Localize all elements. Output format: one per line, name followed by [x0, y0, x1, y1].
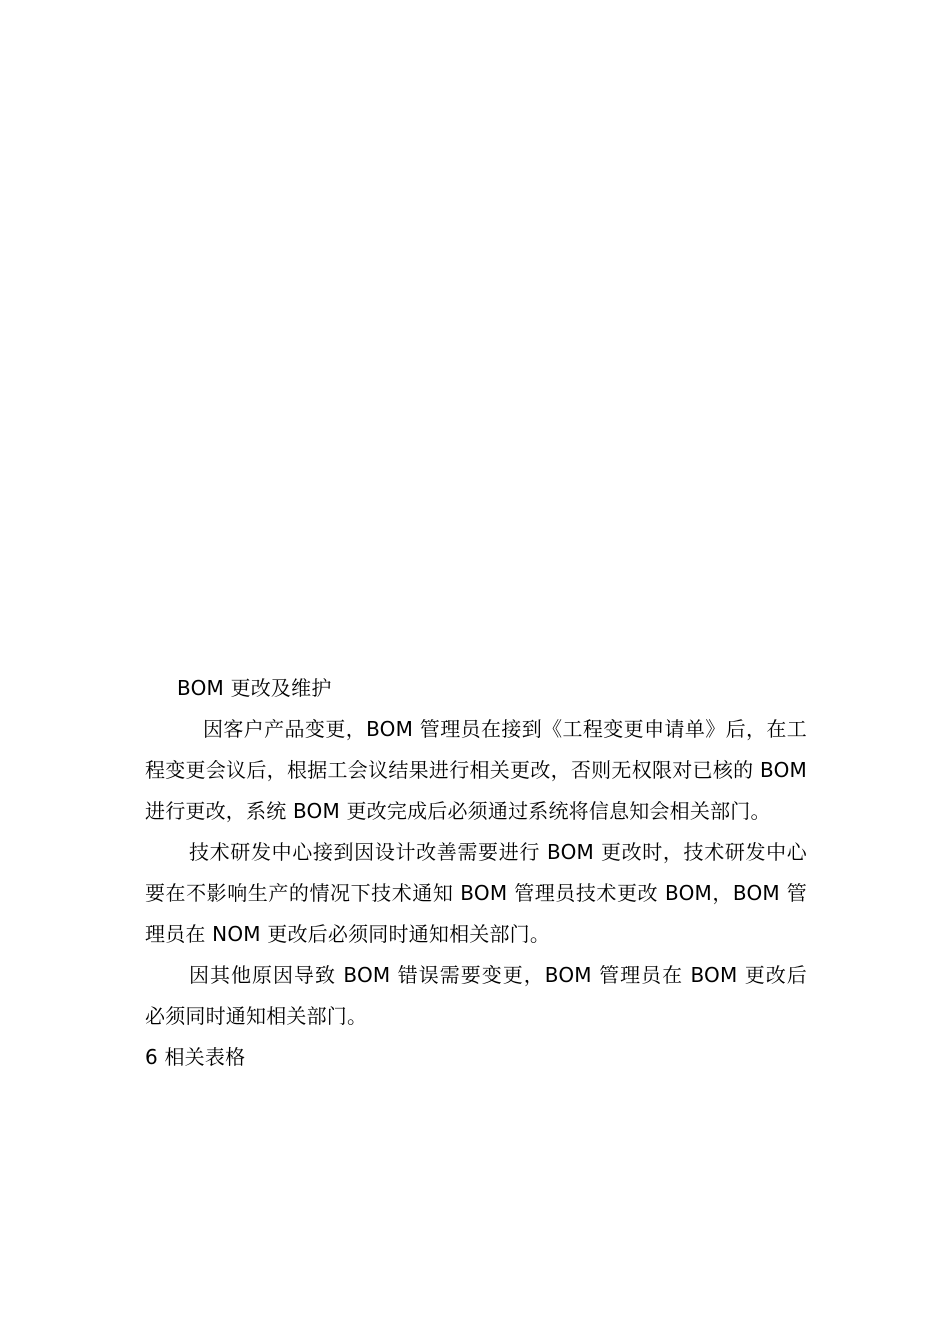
paragraph-bom-change-other: 因其他原因导致 BOM 错误需要变更，BOM 管理员在 BOM 更改后必须同时通知相关部门。	[145, 963, 807, 1028]
section-heading-related-forms: 6 相关表格	[145, 1045, 246, 1069]
document-body	[145, 668, 807, 1078]
paragraph-bom-change-customer: 因客户产品变更，BOM 管理员在接到《工程变更申请单》后，在工程变更会议后，根据工会议结果进行相关更改，否则无权限对已核的 BOM 进行更改，系统 BOM 更改完成后必须通过系统将信息知会相关部门。	[145, 717, 807, 823]
paragraph-bom-change-rnd: 技术研发中心接到因设计改善需要进行 BOM 更改时，技术研发中心要在不影响生产的情况下技术通知 BOM 管理员技术更改 BOM，BOM 管理员在 NOM 更改后必须同时通知相关部门。	[145, 840, 807, 946]
subheading: BOM 更改及维护	[177, 676, 332, 700]
